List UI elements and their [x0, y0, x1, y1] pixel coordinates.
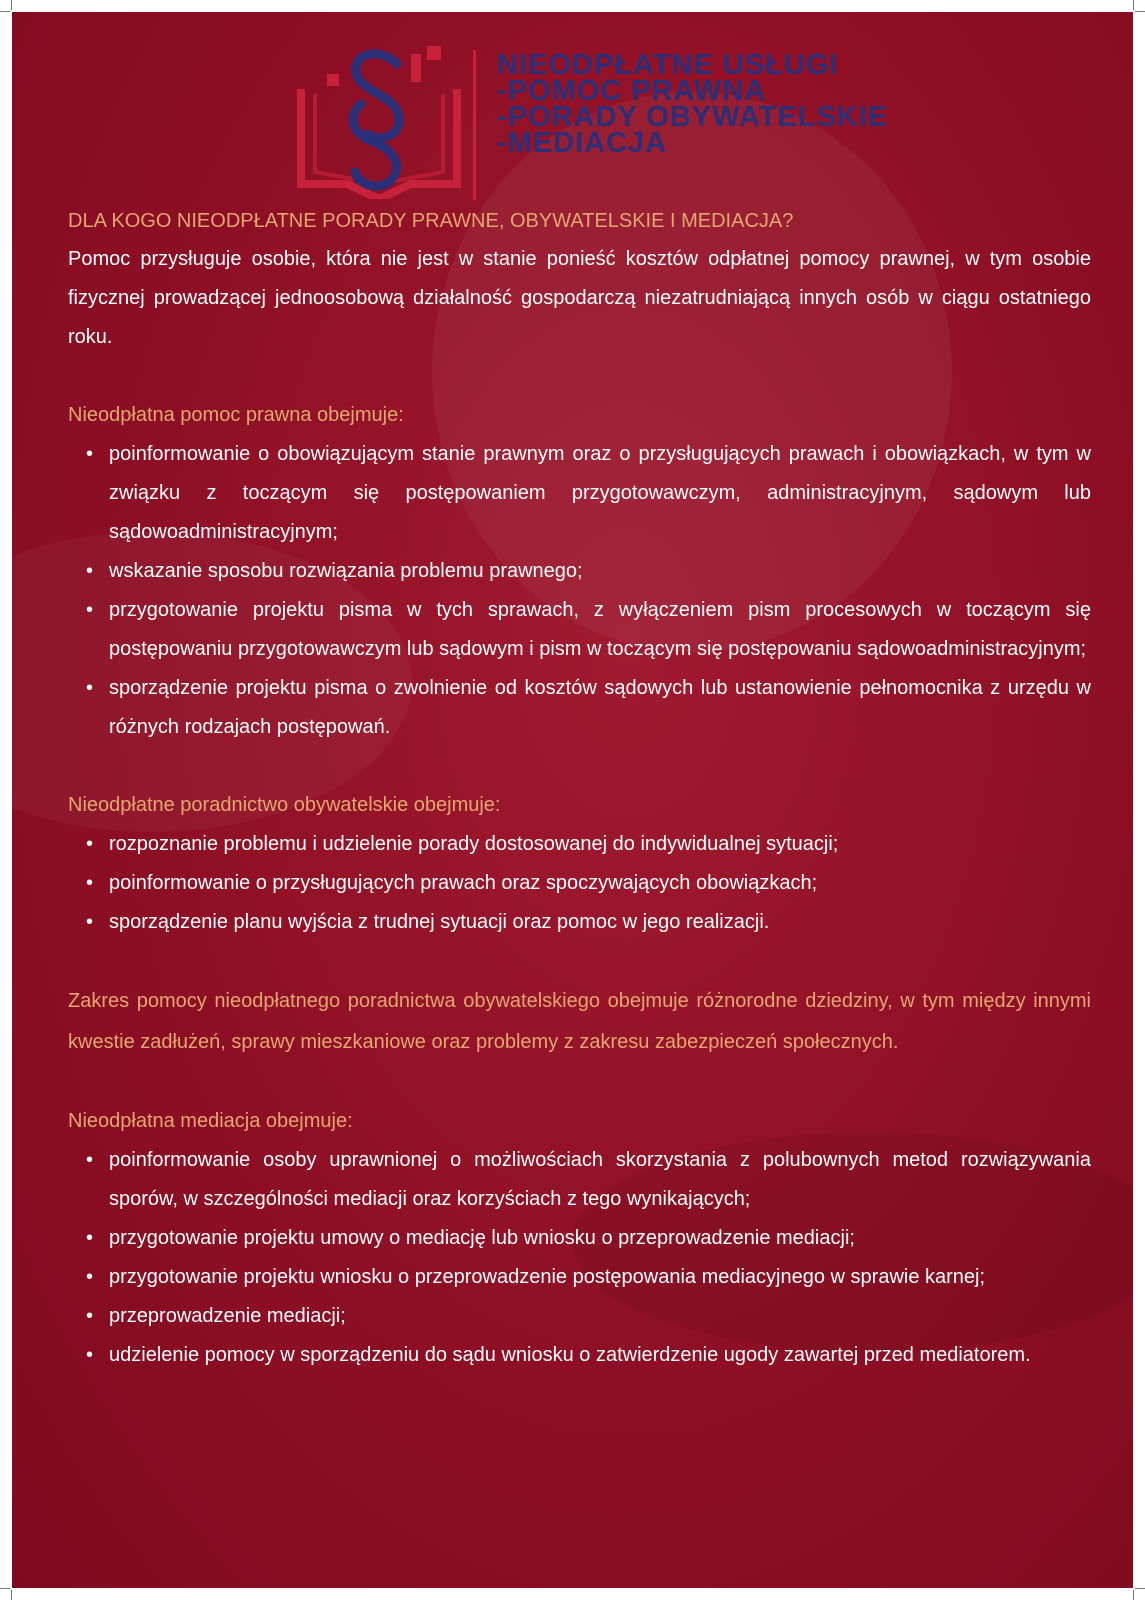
list-item: • przygotowanie projektu umowy o mediację lub wniosku o przeprowadzenie mediacji;	[68, 1219, 1091, 1258]
legal-aid-list	[68, 435, 1091, 747]
list-item: • poinformowanie o przysługujących prawach oraz spoczywających obowiązkach;	[68, 864, 1091, 903]
list-item: • poinformowanie o obowiązującym stanie prawnym oraz o przysługujących prawach i obowiązkach, w tym w związku z toczącym się postępowaniem przygotowawczym, administracyjnym, sądowym lub sądowoadministracyjnym;	[68, 435, 1091, 552]
list-item: • sporządzenie projektu pisma o zwolnienie od kosztów sądowych lub ustanowienie pełnomocnika z urzędu w różnych rodzajach postępowań.	[68, 669, 1091, 747]
intro-paragraph: Pomoc przysługuje osobie, która nie jest w stanie ponieść kosztów odpłatnej pomocy prawnej, w tym osobie fizycznej prowadzącej jednoosobową działalność gospodarczą niezatrudniającą innych osób w ciągu ostatniego roku.	[68, 248, 1091, 348]
list-item: • przygotowanie projektu wniosku o przeprowadzenie postępowania mediacyjnego w sprawie karnej;	[68, 1258, 1091, 1297]
flyer-page	[12, 12, 1133, 1588]
mediation-title: Nieodpłatna mediacja obejmuje:	[68, 1110, 353, 1132]
legal-aid-title: Nieodpłatna pomoc prawna obejmuje:	[68, 404, 404, 426]
civic-advice-list	[68, 825, 1091, 942]
list-item: • poinformowanie osoby uprawnionej o możliwościach skorzystania z polubownych metod rozwiązywania sporów, w szczególności mediacji oraz korzyściach z tego wynikających;	[68, 1141, 1091, 1219]
crop-mark-bottom-left-v	[11, 1590, 12, 1600]
logo-divider	[473, 50, 476, 200]
civic-advice-title: Nieodpłatne poradnictwo obywatelskie obejmuje:	[68, 794, 501, 816]
list-item: • udzielenie pomocy w sporządzeniu do sądu wniosku o zatwierdzenie ugody zawartej przed mediatorem.	[68, 1336, 1091, 1375]
logo-line-1: NIEODPŁATNE USŁUGI	[497, 49, 839, 81]
main-content	[68, 202, 1091, 1375]
intro-heading: DLA KOGO NIEODPŁATNE PORADY PRAWNE, OBYWATELSKIE I MEDIACJA?	[68, 210, 794, 232]
list-item: • wskazanie sposobu rozwiązania problemu prawnego;	[68, 552, 1091, 591]
logo-line-3: -PORADY OBYWATELSKIE	[497, 101, 889, 133]
logo-line-4: -MEDIACJA	[497, 127, 668, 159]
list-item: • przeprowadzenie mediacji;	[68, 1297, 1091, 1336]
crop-mark-bottom-left	[0, 1588, 10, 1589]
list-item: • rozpoznanie problemu i udzielenie porady dostosowanej do indywidualnej sytuacji;	[68, 825, 1091, 864]
mediation-list	[68, 1141, 1091, 1375]
crop-mark-top-left-v	[11, 0, 12, 10]
list-item: • przygotowanie projektu pisma w tych sprawach, z wyłączeniem pism procesowych w toczącym się postępowaniu przygotowawczym lub sądowym i pism w toczącym się postępowaniu sądowoadministracyjnym;	[68, 591, 1091, 669]
logo	[287, 34, 887, 204]
list-item: • sporządzenie planu wyjścia z trudnej sytuacji oraz pomoc w jego realizacji.	[68, 903, 1091, 942]
crop-mark-top-right	[1135, 11, 1145, 12]
scope-paragraph: Zakres pomocy nieodpłatnego poradnictwa obywatelskiego obejmuje różnorodne dziedziny, w tym między innymi kwestie zadłużeń, sprawy mieszkaniowe oraz problemy z zakresu zabezpieczeń społecznych.	[68, 990, 1091, 1053]
logo-text	[497, 49, 889, 159]
crop-mark-bottom-right-v	[1133, 1590, 1134, 1600]
paragraph-book-icon	[287, 34, 472, 199]
crop-mark-top-left	[0, 11, 10, 12]
logo-line-2: -POMOC PRAWNA	[497, 75, 767, 107]
crop-mark-bottom-right	[1135, 1588, 1145, 1589]
crop-mark-top-right-v	[1133, 0, 1134, 10]
